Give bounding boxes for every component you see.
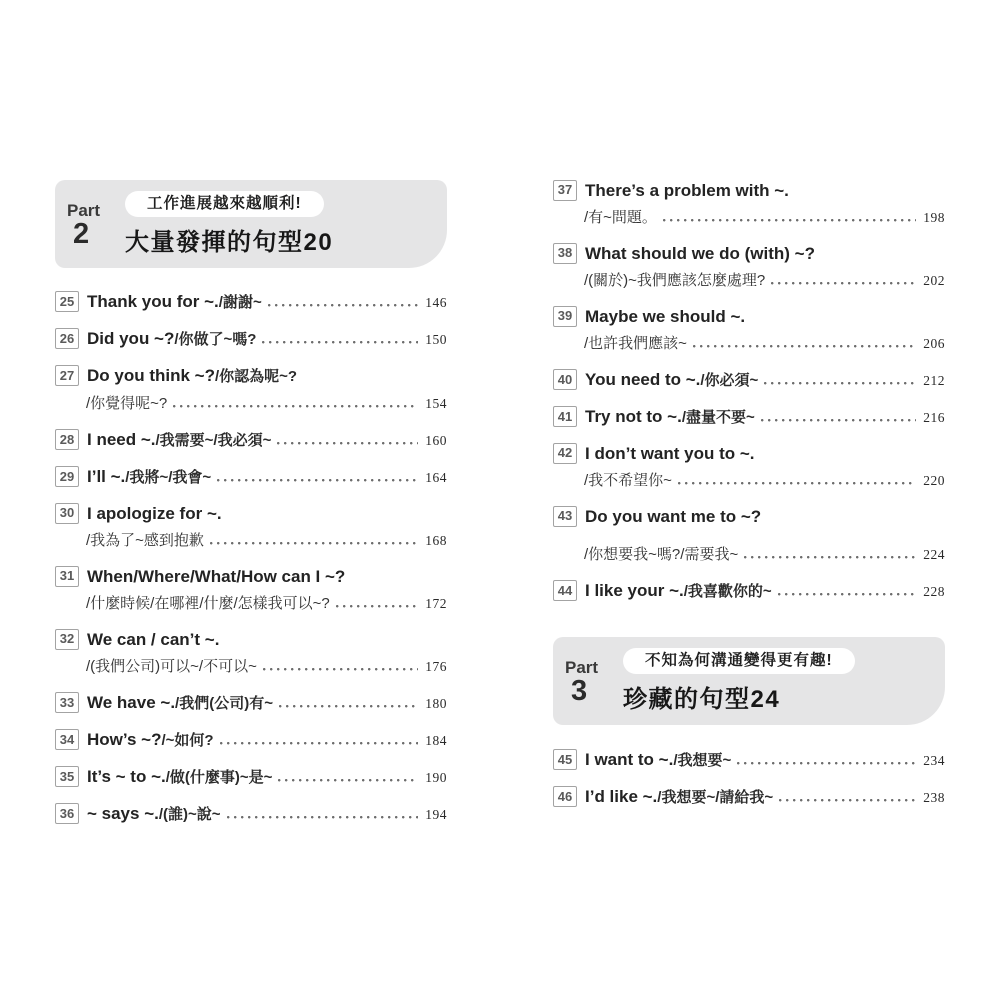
entry-chinese: /你認為呢~? [214,368,298,385]
entry-english: I’d like ~. [585,787,658,806]
dot-leader [336,605,418,608]
toc-entry [55,326,447,353]
entry-english: Do you think ~? [87,366,215,385]
dot-leader [693,345,916,348]
entry-chinese: /(誰)~說~ [158,806,221,823]
entry-number-badge: 40 [553,369,577,390]
part-3-label-block [565,657,623,706]
entry-chinese-line2: /(我們公司)可以~/不可以~ [86,658,257,675]
entry-chinese: /我需要~/我必須~ [155,432,272,449]
entry-number-badge: 38 [553,243,577,264]
part-3-main [623,648,945,715]
entry-chinese: /你做了~嗎? [174,331,257,348]
dot-leader [277,442,418,445]
entry-english: You need to ~. [585,370,701,389]
entry-page-number: 220 [923,473,945,488]
entry-english: We can / can’t ~. [87,630,220,649]
entry-page-number: 164 [425,470,447,485]
entry-chinese-line2: /也許我們應該~ [584,335,687,352]
dot-leader [737,762,916,765]
dot-leader [279,705,418,708]
entry-page-number: 150 [425,332,447,347]
entry-english: I like your ~. [585,581,684,600]
entry-english: It’s ~ to ~. [87,767,166,786]
entry-number-badge: 25 [55,291,79,312]
entry-chinese: /謝謝~ [218,294,262,311]
dot-leader [217,479,418,482]
entry-english: I don’t want you to ~. [585,444,755,463]
entry-page-number: 212 [923,373,945,388]
entry-number-badge: 31 [55,566,79,587]
entry-chinese: /你必須~ [700,372,759,389]
entry-number-badge: 29 [55,466,79,487]
part-3-header [553,637,945,725]
part-title: 珍藏的句型24 [623,686,781,714]
part-number: 2 [73,217,90,250]
part-title: 大量發揮的句型20 [125,229,334,257]
entry-number-badge: 28 [55,429,79,450]
entry-chinese: /我將~/我會~ [125,469,212,486]
entry-chinese-line2: /有~問題。 [584,209,657,226]
entry-page-number: 228 [923,584,945,599]
toc-entry [553,241,945,294]
entry-page-number: 154 [425,396,447,411]
toc-entry [55,764,447,791]
part-2-main [125,191,447,258]
entry-chinese: /~如何? [161,732,214,749]
dot-leader [220,742,419,745]
entry-chinese: /我想要~/請給我~ [657,789,774,806]
entry-number-badge: 43 [553,506,577,527]
entry-number-badge: 37 [553,180,577,201]
entry-number-badge: 27 [55,365,79,386]
entry-number-badge: 44 [553,580,577,601]
dot-leader [278,779,418,782]
toc-entry [553,304,945,357]
part-2-header [55,180,447,268]
dot-leader [778,593,917,596]
entry-page-number: 190 [425,770,447,785]
part-word: Part [67,200,101,220]
part-number: 3 [571,674,588,707]
part-2-label-block [67,200,125,249]
toc-entry [55,627,447,680]
entry-english: How’s ~? [87,730,162,749]
entry-number-badge: 33 [55,692,79,713]
entry-number-badge: 42 [553,443,577,464]
entry-chinese-line2: /我為了~感到抱歉 [86,532,204,549]
entry-page-number: 198 [923,210,945,225]
entry-number-badge: 34 [55,729,79,750]
part-tagline-pill: 工作進展越來越順利! [125,191,324,218]
toc-entry [55,363,447,417]
dot-leader [268,304,419,307]
entry-number-badge: 46 [553,786,577,807]
toc-entry [55,501,447,554]
entry-chinese: /我想要~ [673,752,732,769]
entry-chinese: /盡量不要~ [681,409,755,426]
toc-entry [553,367,945,394]
entry-chinese: /做(什麼事)~是~ [165,769,273,786]
entry-english: We have ~. [87,693,176,712]
entry-page-number: 168 [425,533,447,548]
entry-number-badge: 41 [553,406,577,427]
entry-page-number: 180 [425,696,447,711]
entry-english: I want to ~. [585,750,674,769]
entry-english: Do you want me to ~? [585,507,762,526]
toc-entry [553,441,945,494]
entry-page-number: 224 [923,547,945,562]
dot-leader [771,282,916,285]
dot-leader [210,542,418,545]
entry-page-number: 238 [923,790,945,805]
entry-english: ~ says ~. [87,804,159,823]
entry-chinese: /我喜歡你的~ [683,583,772,600]
toc-entry [55,289,447,316]
entry-english: There’s a problem with ~. [585,181,789,200]
entry-english: When/Where/What/How can I ~? [87,567,346,586]
toc-entry [55,427,447,454]
entry-page-number: 216 [923,410,945,425]
toc-entry [55,727,447,754]
dot-leader [263,668,418,671]
entry-number-badge: 32 [55,629,79,650]
toc-entry [553,578,945,605]
entry-chinese-line2: /什麼時候/在哪裡/什麼/怎樣我可以~? [86,595,330,612]
entry-chinese-line2: /我不希望你~ [584,472,672,489]
entry-page-number: 176 [425,659,447,674]
entry-page-number: 172 [425,596,447,611]
dot-leader [173,405,418,408]
entry-english: I’ll ~. [87,467,126,486]
dot-leader [779,799,916,802]
toc-left-column [55,180,447,838]
entry-page-number: 202 [923,273,945,288]
dot-leader [764,382,916,385]
entry-english: Maybe we should ~. [585,307,746,326]
entry-page-number: 194 [425,807,447,822]
entry-english: I need ~. [87,430,156,449]
entry-number-badge: 45 [553,749,577,770]
toc-entry [553,404,945,431]
dot-leader [678,482,916,485]
entry-page-number: 206 [923,336,945,351]
toc-entry [553,178,945,231]
entry-page-number: 146 [425,295,447,310]
dot-leader [663,219,916,222]
dot-leader [262,341,418,344]
toc-entry [55,564,447,617]
entry-english: What should we do (with) ~? [585,244,815,263]
dot-leader [744,556,916,559]
entry-number-badge: 30 [55,503,79,524]
toc-entry [55,801,447,828]
part-word: Part [565,657,599,677]
entry-english: Thank you for ~. [87,292,219,311]
entry-chinese: /我們(公司)有~ [175,695,273,712]
entry-english: I apologize for ~. [87,504,222,523]
dot-leader [761,419,917,422]
entry-chinese-line2: /(關於)~我們應該怎麼處理? [584,272,766,289]
entry-number-badge: 26 [55,328,79,349]
entry-chinese-line2: /你覺得呢~? [86,395,168,412]
entry-page-number: 160 [425,433,447,448]
entry-chinese-line2: /你想要我~嗎?/需要我~ [584,546,739,563]
toc-entry [55,464,447,491]
toc-entry [553,784,945,811]
toc-right-column [553,178,945,821]
dot-leader [227,816,419,819]
entry-english: Try not to ~. [585,407,682,426]
toc-entry [55,690,447,717]
toc-entry [553,747,945,774]
entry-page-number: 234 [923,753,945,768]
entry-number-badge: 35 [55,766,79,787]
entry-number-badge: 36 [55,803,79,824]
part-tagline-pill: 不知為何溝通變得更有趣! [623,648,855,675]
entry-number-badge: 39 [553,306,577,327]
entry-page-number: 184 [425,733,447,748]
toc-entry [553,504,945,568]
entry-english: Did you ~? [87,329,175,348]
